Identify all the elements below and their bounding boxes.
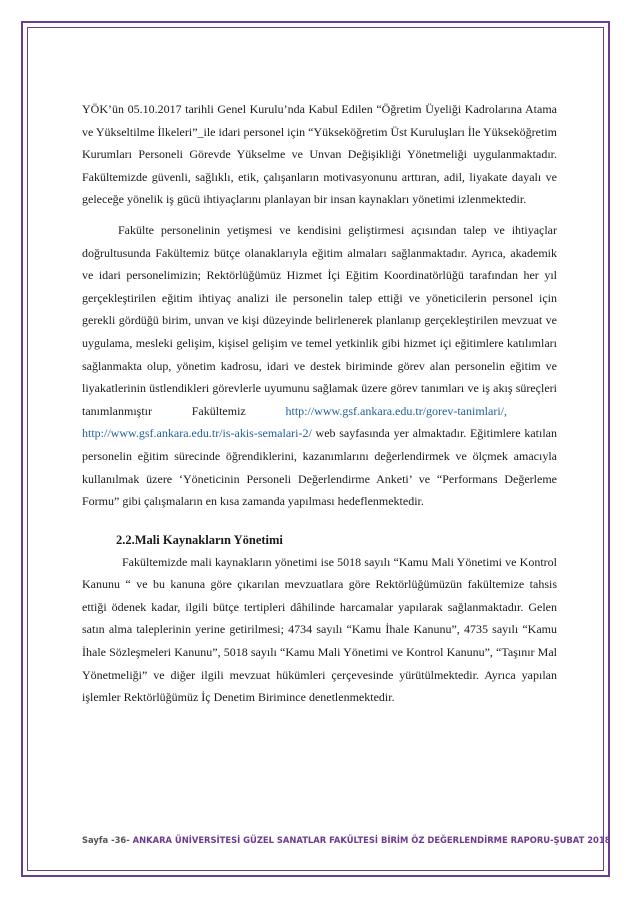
document-body (82, 98, 557, 709)
paragraph-training-text-end: web sayfasında yer almaktadır. Eğitimlere katılan personelin eğitim sürecinde öğrendiklerini, kazanımlarını değerlendirmek ve ölçmek amacıyla kullanılmak üzere ‘Yöneticinin Personeli Değerlendirme Anketi’ ve “Performans Değerleme Formu” gibi çalışmaların en kısa zamanda yapılması hedeflenmektedir. (82, 426, 557, 509)
paragraph-hr-policy: YÖK’ün 05.10.2017 tarihli Genel Kurulu’nda Kabul Edilen “Öğretim Üyeliği Kadrolarına Atama ve Yükseltilme İlkeleri”_ile idari personel için “Yükseköğretim Üst Kuruluşları İle Yükseköğretim Kurumları Personeli Görevde Yükselme ve Unvan Değişikliği Yönetmeliği uygulanmaktadır. Fakültemizde güvenli, sağlıklı, etik, çalışanların motivasyonunu arttıran, adil, liyakate dayalı ve geleceğe yönelik iş gücü ihtiyaçlarını planlayan bir insan kaynakları yönetimi izlenmektedir. (82, 102, 557, 207)
link-gorev-tanimlari[interactable]: http://www.gsf.ankara.edu.tr/gorev-tanimlari/, (285, 403, 507, 418)
link-is-akis-semalari[interactable]: http://www.gsf.ankara.edu.tr/is-akis-semalari-2/ (82, 426, 312, 441)
paragraph-training-text: Fakülte personelinin yetişmesi ve kendisini geliştirmesi açısından talep ve ihtiyaçlar doğrultusunda Fakültemiz bütçe olanaklarıyla eğitim almaları sağlanmaktadır. Ayrıca, akademik ve idari personelimizin; Rektörlüğümüz Hizmet İçi Eğitim Koordinatörlüğü tarafından her yıl gerçekleştirilen eğitim ihtiyaç analizi ile personelin talep ettiği ve yöneticilerin personel için gerekli gördüğü birim, unvan ve kişi düzeyinde belirlenerek planlanıp gerçekleştirilen mevzuat ve uygulama, mesleki gelişim, kişisel gelişim ve temel yetkinlik gibi hizmet içi eğitimlere katılımları sağlanmakta olup, yönetim kadrosu, idari ve destek biriminde görev alan personelin eğitim ve liyakatlerinin üstlendikleri görevlerle uyumunu sağlamak üzere görev tanımları ve iş akış süreçleri tanımlanmıştır Fakültemiz (82, 222, 557, 418)
page-footer (82, 835, 611, 845)
paragraph-financial: Fakültemizde mali kaynakların yönetimi ise 5018 sayılı “Kamu Mali Yönetimi ve Kontrol Kanunu “ ve bu kanuna göre çıkarılan mevzuatlara göre Rektörlüğümüzün fakültemize tahsis ettiği ödenek kadar, ilgili bütçe tertipleri dâhilinde harcamalar yapılarak sağlanmaktadır. Gelen satın alma taleplerinin yerine getirilmesi; 4734 sayılı “Kamu İhale Kanunu”, 4735 sayılı “Kamu İhale Sözleşmeleri Kanunu”, 5018 sayılı “Kamu Mali Yönetimi ve Kontrol Kanunu”, “Taşınır Mal Yönetmeliği” ve diğer ilgili mevzuat hükümleri çerçevesinde yürütülmektedir. Ayrıca yapılan işlemler Rektörlüğümüz İç Denetim Birimince denetlenmektedir. (82, 554, 557, 705)
paragraph-training (82, 219, 557, 513)
footer-page-number: Sayfa -36- (82, 835, 130, 845)
section-heading: 2.2.Mali Kaynakların Yönetimi (116, 532, 283, 547)
footer-report-title: ANKARA ÜNİVERSİTESİ GÜZEL SANATLAR FAKÜLTESİ BİRİM ÖZ DEĞERLENDİRME RAPORU-ŞUBAT 2018 (129, 835, 611, 845)
